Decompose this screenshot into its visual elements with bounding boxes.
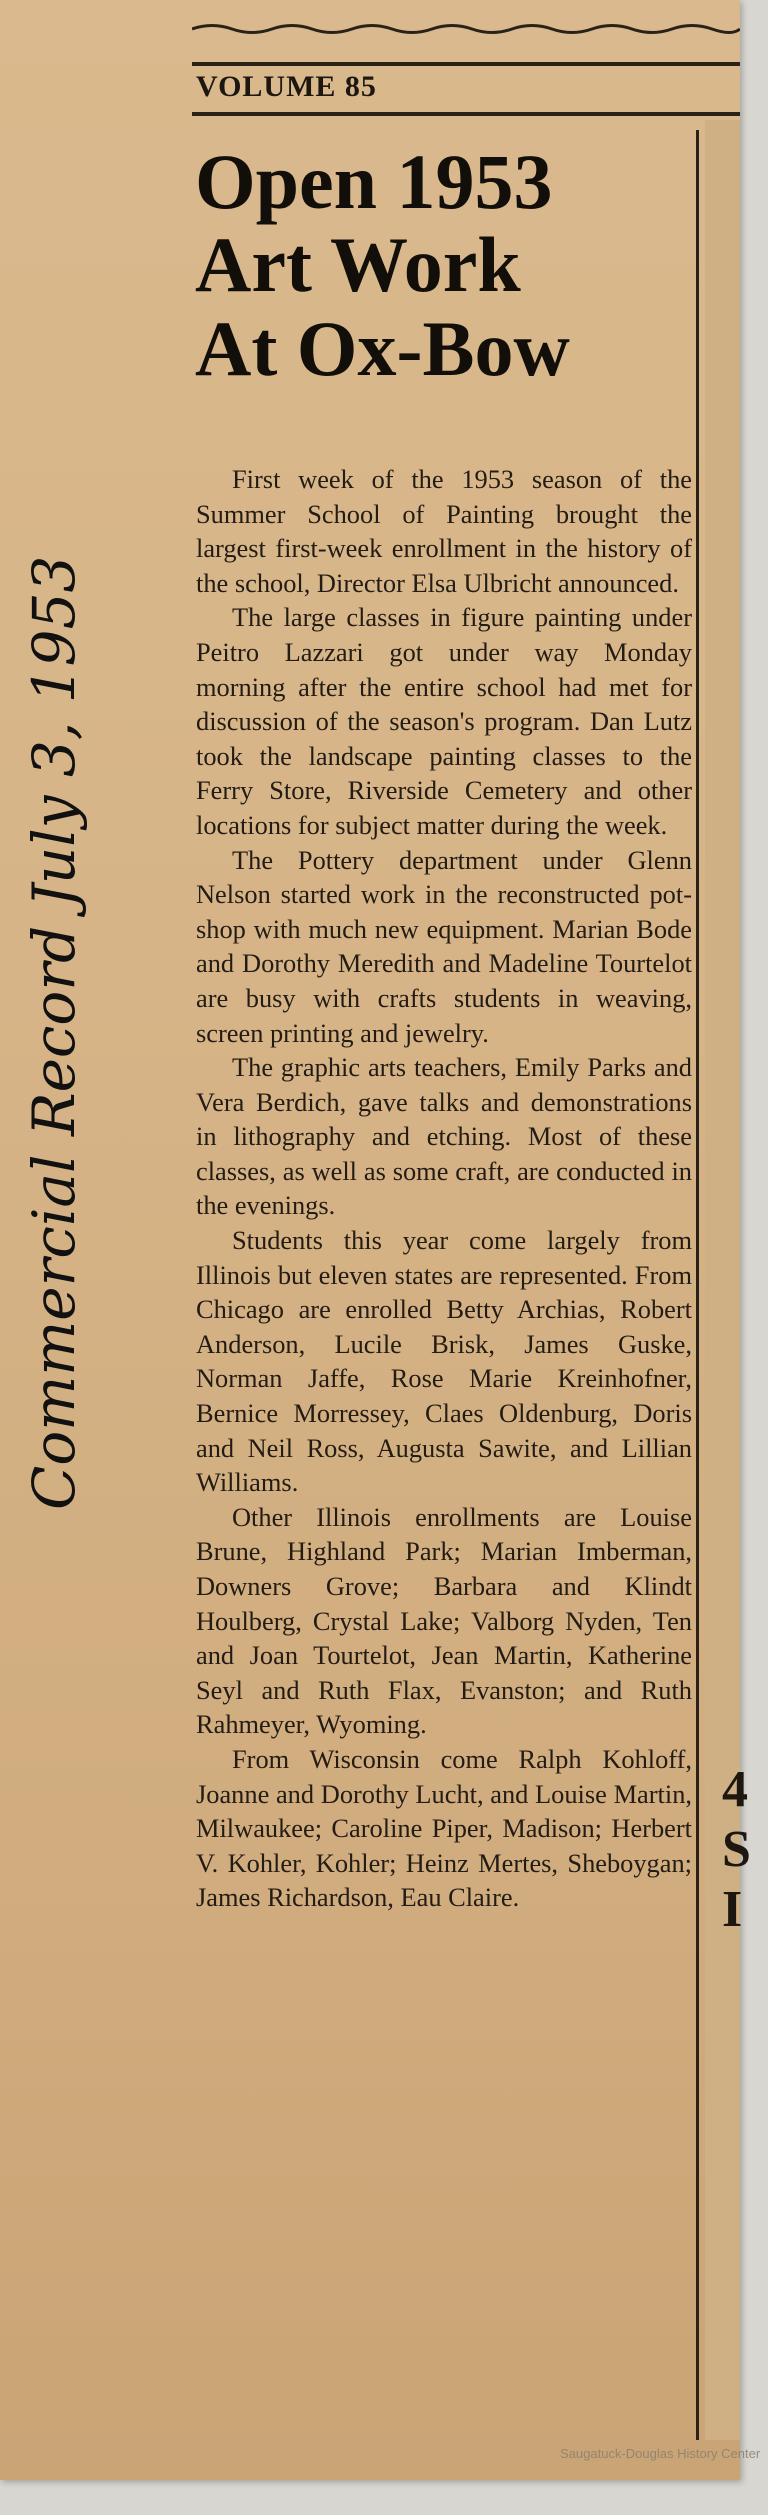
- torn-top-rule: [192, 22, 740, 36]
- column-rule: [696, 130, 699, 2440]
- paragraph: From Wisconsin come Ralph Kohloff, Joanne and Dorothy Lucht, and Louise Martin, Milwaukee; Caroline Piper, Madison; Herbert V. Kohler, Kohler; Heinz Mertes, Sheboygan; James Richardson, Eau Claire.: [196, 1743, 692, 1913]
- paragraph: Students this year come largely from Illinois but eleven states are represented. From Chicago are enrolled Betty Archias, Robert Anderson, Lucile Brisk, James Guske, Norman Jaffe, Rose Marie Kreinhofner, Bernice Morressey, Claes Oldenburg, Doris and Neil Ross, Augusta Sawite, and Lillian Williams.: [196, 1225, 692, 1498]
- adjacent-fragment: S: [722, 1821, 751, 1878]
- adjacent-column-strip: [705, 120, 743, 2440]
- adjacent-fragment: 4: [722, 1761, 748, 1818]
- headline: [195, 140, 695, 390]
- paragraph: Other Illinois enrollments are Louise Brune, Highland Park; Marian Imberman, Downers Grove; Barbara and Klindt Houlberg, Crystal Lake; Valborg Nyden, Ten and Joan Tourtelot, Jean Martin, Katherine Seyl and Ruth Flax, Evanston; and Ruth Rahmeyer, Wyoming.: [196, 1501, 692, 1740]
- paragraph: First week of the 1953 season of the Summer School of Painting brought the largest first-week enrollment in the history of the school, Director Elsa Ulbricht announced.: [196, 464, 692, 598]
- masthead-rule-bottom: [192, 112, 740, 116]
- adjacent-fragment: I: [722, 1881, 743, 1938]
- headline-line-2: Art Work: [195, 221, 521, 309]
- paragraph: The large classes in figure painting under Peitro Lazzari got under way Monday morning after the entire school had met for discussion of the season's program. Dan Lutz took the landscape painting classes to the Ferry Store, Riverside Cemetery and other locations for subject matter during the week.: [196, 602, 692, 840]
- volume-label: VOLUME 85: [196, 70, 377, 103]
- paragraph: The Pottery department under Glenn Nelson started work in the reconstructed pot-shop with much new equipment. Marian Bode and Dorothy Meredith and Madeline Tourtelot are busy with crafts students in weaving, screen printing and jewelry.: [196, 844, 692, 1048]
- article-body: [196, 462, 692, 1915]
- handwritten-date-note: Commercial Record July 3, 1953: [20, 555, 88, 1510]
- headline-line-3: At Ox-Bow: [195, 304, 570, 392]
- headline-line-1: Open 1953: [195, 138, 553, 225]
- paragraph: The graphic arts teachers, Emily Parks and Vera Berdich, gave talks and demonstrations in lithography and etching. Most of these classes, as well as some craft, are conducted in the evenings.: [196, 1052, 692, 1221]
- watermark: Saugatuck-Douglas History Center: [560, 2446, 761, 2461]
- masthead-rule-top: [192, 62, 740, 66]
